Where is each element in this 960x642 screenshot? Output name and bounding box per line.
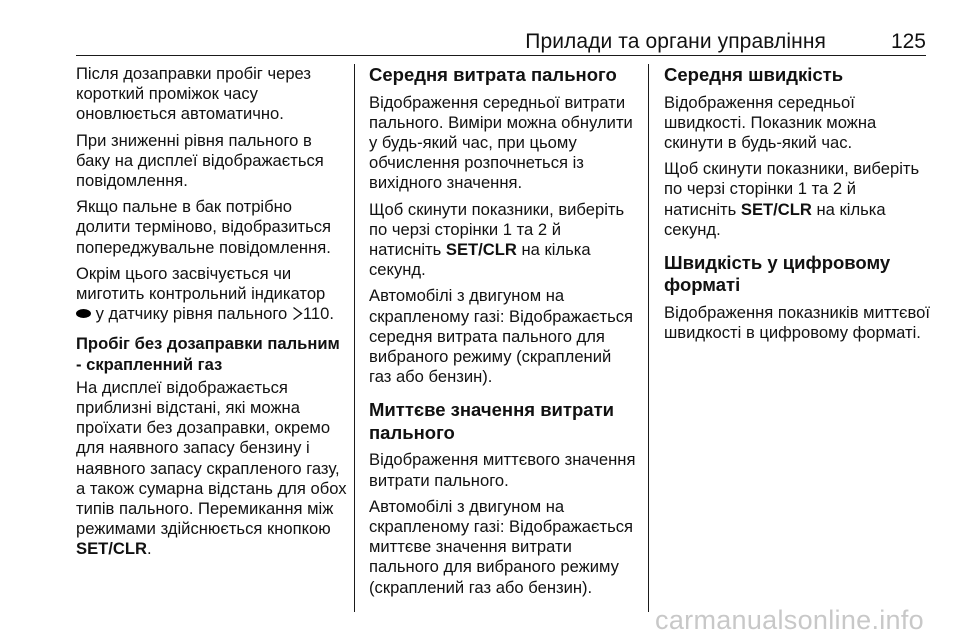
- subheading-lpg-range: Пробіг без дозаправки пальним - скрапленний газ: [76, 334, 340, 374]
- paragraph-avg-consumption: Відображення середньої витрати пального. Виміри можна обнулити у будь-який час, при цьому обчислення розпочнеться із вихідного значення.: [369, 92, 633, 193]
- paragraph-lpg-avg: Автомобілі з двигуном на скрапленому газі: Відображається середня витрата пального для вибраного режиму (скраплений газ або бензин).: [369, 286, 634, 387]
- reset-text: Щоб скинути показники, виберіть по черзі сторінки 1 та 2 й натисніть: [369, 199, 625, 259]
- fuel-indicator-dot-icon: [76, 309, 91, 318]
- heading-digital-speed: Швидкість у цифровому форматі: [664, 251, 891, 296]
- reset-text: Щоб скинути показники, виберіть по черзі сторінки 1 та 2 й натисніть: [664, 159, 920, 219]
- paragraph-reset-consumption: [369, 200, 637, 281]
- reset-text-end: на кілька секунд.: [664, 199, 886, 239]
- paragraph-lpg-instant: Автомобілі з двигуном на скрапленому газі: Відображається миттєве значення витрати пального для вибраного режиму (скраплений газ або бензин).: [369, 496, 634, 597]
- heading-avg-consumption: Середня витрата пального: [369, 64, 617, 85]
- header-rule: [76, 55, 926, 56]
- heading-instant-consumption: Миттєве значення витрати пального: [369, 399, 615, 443]
- paragraph-lpg-range: [76, 378, 348, 560]
- column-middle: [369, 64, 637, 604]
- column-divider-2: [648, 64, 649, 612]
- lpg-range-text: На дисплеї відображається приблизні відстані, які можна проїхати без дозаправки, окремо для наявного запасу бензину і наявного запасу скрапленого газу, а також сумарна відстань для обох типів пального. Перемикання між режимами здійснюється кнопкою: [76, 377, 347, 539]
- paragraph-digital-speed: Відображення показників миттєвої швидкості в цифровому форматі.: [664, 302, 930, 343]
- header-title: Прилади та органи управління: [525, 30, 826, 53]
- paragraph-low-fuel: При зниженні рівня пального в баку на дисплеї відображається повідомлення.: [76, 130, 324, 191]
- set-clr-label: SET/CLR: [76, 539, 147, 559]
- paragraph-instant-consumption: Відображення миттєвого значення витрати пального.: [369, 450, 636, 490]
- indicator-text: Окрім цього засвічується чи миготить контрольний індикатор: [76, 263, 326, 304]
- page-header: [76, 22, 926, 56]
- set-clr-label: SET/CLR: [740, 199, 812, 219]
- indicator-text-cont: у датчику рівня пального: [91, 304, 292, 324]
- column-left: [76, 64, 348, 566]
- heading-avg-speed: Середня швидкість: [664, 64, 844, 85]
- paragraph-reset-speed: [664, 159, 930, 240]
- page-reference-arrow-icon: [292, 306, 303, 321]
- page-reference: 110.: [302, 304, 334, 324]
- watermark: carmanualsonline.info: [655, 605, 924, 635]
- paragraph-avg-speed: Відображення середньої швидкості. Показник можна скинути в будь-який час.: [664, 92, 877, 152]
- paragraph-indicator: [76, 264, 348, 325]
- column-right: [664, 64, 930, 349]
- page-number: 125: [890, 30, 926, 53]
- set-clr-label: SET/CLR: [445, 239, 517, 259]
- lpg-range-end: .: [147, 539, 152, 559]
- paragraph-refuel-note: Після дозаправки пробіг через короткий проміжок часу оновлюється автоматично.: [76, 64, 312, 124]
- paragraph-urgent-fuel: Якщо пальне в бак потрібно долити терміново, відобразиться попереджувальне повідомлення.: [76, 197, 332, 257]
- column-divider-1: [354, 64, 355, 612]
- reset-text-end: на кілька секунд.: [369, 239, 591, 280]
